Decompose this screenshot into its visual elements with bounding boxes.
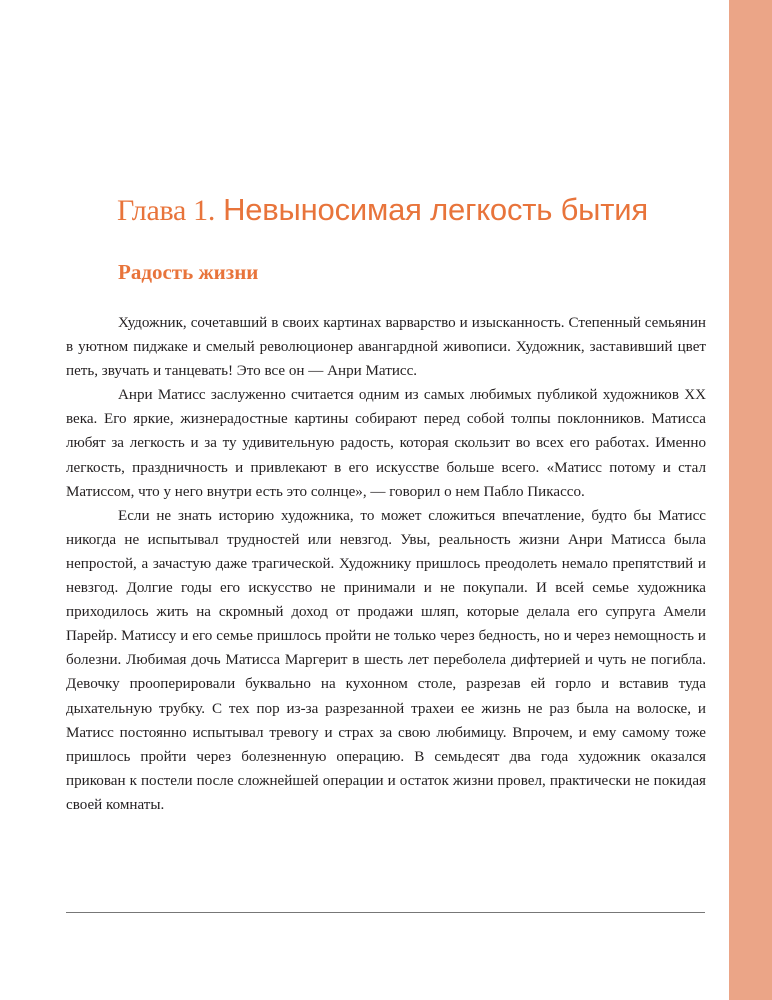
chapter-title: Невыносимая легкость бытия — [223, 192, 648, 227]
chapter-number: Глава 1. — [117, 194, 216, 227]
bottom-divider — [66, 912, 705, 913]
body-text — [66, 311, 706, 817]
paragraph-1: Художник, сочетавший в своих картинах варварство и изысканность. Степенный семьянин в уютном пиджаке и смелый революционер авангардной живописи. Художник, заставивший цвет петь, звучать и танцевать! Это все он — Анри Матисс. — [66, 315, 706, 380]
side-color-band — [729, 0, 772, 1000]
section-title: Радость жизни — [118, 260, 259, 284]
paragraph-2: Анри Матисс заслуженно считается одним из самых любимых публикой художников XX века. Его яркие, жизнерадостные картины собирают перед собой толпы поклонников. Матисса любят за легкость и за ту удивительную радость, которая скользит во всех его работах. Именно легкость, праздничность и привлекают в его искусстве больше всего. «Матисс потому и стал Матиссом, что у него внутри есть это солнце», — говорил о нем Пабло Пикассо. — [66, 387, 706, 500]
paragraph-3: Если не знать историю художника, то может сложиться впечатление, будто бы Матисс никогда не испытывал трудностей или невзгод. Увы, реальность жизни Анри Матисса была непростой, а зачастую даже трагической. Художнику пришлось преодолеть немало препятствий и невзгод. Долгие годы его искусство не принимали и не покупали. И всей семье художника приходилось жить на скромный доход от продажи шляп, которые делала его супруга Амели Парейр. Матиссу и его семье пришлось пройти не только через бедность, но и через немощность и болезни. Любимая дочь Матисса Маргерит в шесть лет переболела дифтерией и чуть не погибла. Девочку прооперировали буквально на кухонном столе, разрезав ей горло и вставив туда дыхательную трубку. С тех пор из-за разрезанной трахеи ее жизнь не раз была на волоске, и Матисс постоянно испытывал тревогу и страх за свою любимицу. Впрочем, и ему самому тоже пришлось пройти через болезненную операцию. В семьдесят два года художник оказался прикован к постели после сложнейшей операции и остаток жизни провел, практически не покидая своей комнаты. — [66, 507, 706, 813]
chapter-heading — [117, 189, 717, 231]
